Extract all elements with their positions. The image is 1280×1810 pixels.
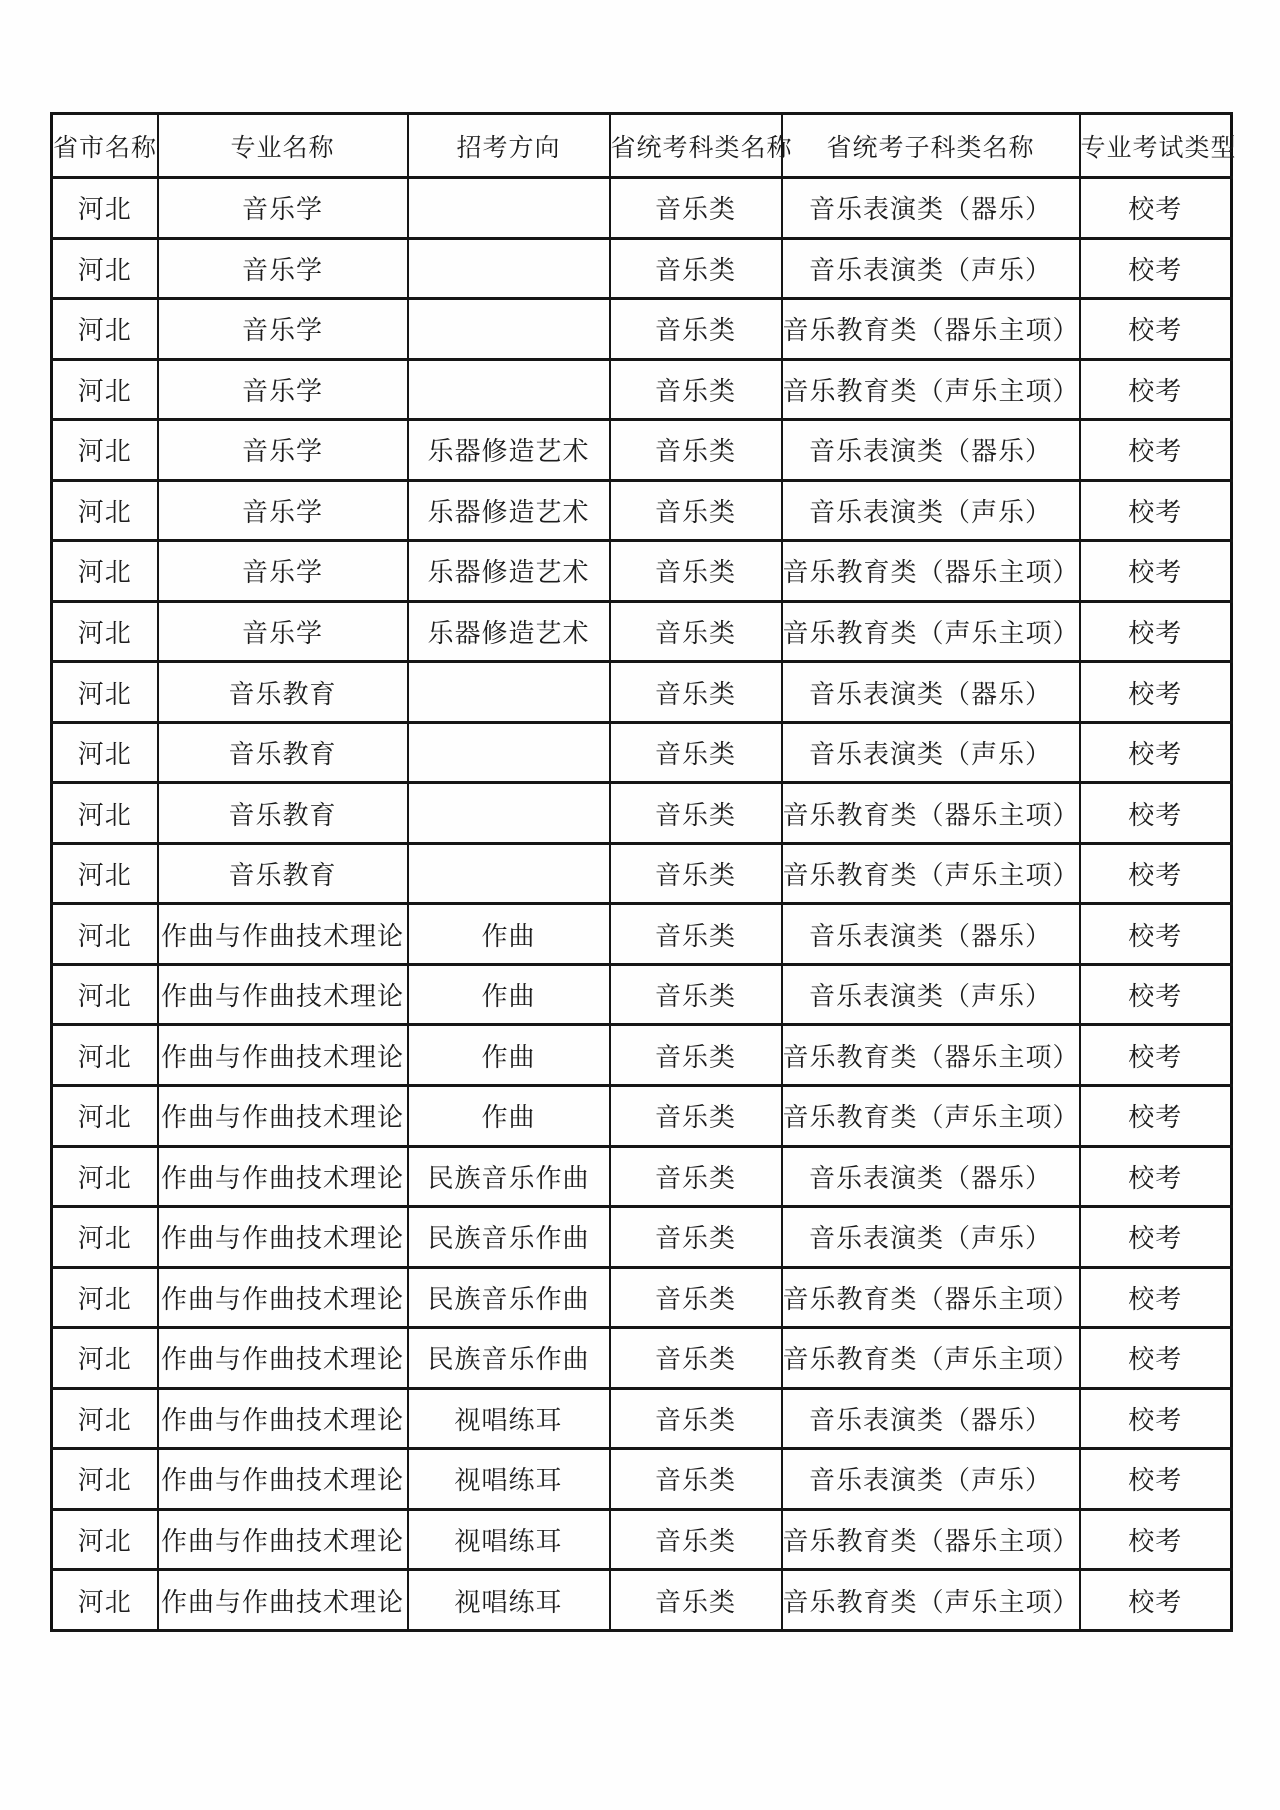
table-cell: 音乐类 — [610, 1449, 782, 1510]
table-cell: 河北 — [52, 359, 158, 420]
table-cell: 音乐教育类（器乐主项） — [782, 783, 1080, 844]
table-cell: 音乐教育类（器乐主项） — [782, 1267, 1080, 1328]
table-cell: 音乐学 — [158, 420, 408, 481]
table-cell: 音乐类 — [610, 843, 782, 904]
table-cell: 校考 — [1080, 1267, 1232, 1328]
table-cell: 音乐类 — [610, 299, 782, 360]
table-cell: 音乐学 — [158, 178, 408, 239]
table-cell: 河北 — [52, 1085, 158, 1146]
table-cell: 音乐类 — [610, 904, 782, 965]
table-cell: 作曲 — [408, 1025, 610, 1086]
table-cell: 作曲与作曲技术理论 — [158, 1207, 408, 1268]
table-cell: 校考 — [1080, 843, 1232, 904]
table-cell: 作曲 — [408, 1085, 610, 1146]
table-cell — [408, 722, 610, 783]
table-cell — [408, 238, 610, 299]
table-cell: 乐器修造艺术 — [408, 420, 610, 481]
table-cell: 河北 — [52, 904, 158, 965]
table-cell: 音乐表演类（声乐） — [782, 722, 1080, 783]
table-cell: 作曲与作曲技术理论 — [158, 964, 408, 1025]
table-row — [52, 1388, 1232, 1449]
table-cell: 音乐表演类（器乐） — [782, 1388, 1080, 1449]
table-cell: 校考 — [1080, 904, 1232, 965]
table-cell: 河北 — [52, 299, 158, 360]
table-body — [52, 178, 1232, 1631]
table-cell: 作曲与作曲技术理论 — [158, 1085, 408, 1146]
table-row — [52, 299, 1232, 360]
table-cell: 作曲与作曲技术理论 — [158, 904, 408, 965]
table-cell: 音乐教育类（器乐主项） — [782, 299, 1080, 360]
table-cell — [408, 178, 610, 239]
table-row — [52, 904, 1232, 965]
table-cell: 音乐教育类（声乐主项） — [782, 1328, 1080, 1389]
table-cell: 校考 — [1080, 1509, 1232, 1570]
table-cell: 校考 — [1080, 1388, 1232, 1449]
table-cell: 校考 — [1080, 722, 1232, 783]
table-cell: 音乐教育类（声乐主项） — [782, 1570, 1080, 1631]
table-cell: 河北 — [52, 420, 158, 481]
table-cell: 乐器修造艺术 — [408, 541, 610, 602]
table-cell: 音乐类 — [610, 722, 782, 783]
column-header-exam-category: 省统考科类名称 — [610, 114, 782, 178]
table-cell: 河北 — [52, 1570, 158, 1631]
table-cell: 河北 — [52, 178, 158, 239]
table-cell: 音乐教育类（声乐主项） — [782, 843, 1080, 904]
table-row — [52, 238, 1232, 299]
table-cell: 校考 — [1080, 1146, 1232, 1207]
table-cell: 音乐学 — [158, 299, 408, 360]
table-row — [52, 1085, 1232, 1146]
column-header-exam-type: 专业考试类型 — [1080, 114, 1232, 178]
table-cell: 河北 — [52, 238, 158, 299]
table-cell: 校考 — [1080, 1328, 1232, 1389]
table-cell: 音乐教育类（声乐主项） — [782, 359, 1080, 420]
table-cell: 河北 — [52, 541, 158, 602]
table-cell — [408, 299, 610, 360]
table-row — [52, 1267, 1232, 1328]
column-header-major: 专业名称 — [158, 114, 408, 178]
table-cell: 作曲与作曲技术理论 — [158, 1146, 408, 1207]
table-cell: 校考 — [1080, 1449, 1232, 1510]
table-cell: 音乐教育 — [158, 843, 408, 904]
table-cell: 河北 — [52, 964, 158, 1025]
table-cell: 音乐类 — [610, 601, 782, 662]
table-row — [52, 722, 1232, 783]
table-cell: 河北 — [52, 662, 158, 723]
table-cell: 音乐类 — [610, 1328, 782, 1389]
table-cell: 民族音乐作曲 — [408, 1267, 610, 1328]
table-cell — [408, 359, 610, 420]
table-cell: 音乐表演类（器乐） — [782, 662, 1080, 723]
table-cell: 音乐类 — [610, 420, 782, 481]
table-row — [52, 1449, 1232, 1510]
table-cell: 音乐类 — [610, 783, 782, 844]
table-cell: 音乐类 — [610, 1025, 782, 1086]
table-row — [52, 783, 1232, 844]
table-cell: 音乐类 — [610, 1509, 782, 1570]
table-cell: 音乐学 — [158, 601, 408, 662]
table-cell: 音乐学 — [158, 480, 408, 541]
table-cell: 音乐类 — [610, 1085, 782, 1146]
table-cell: 音乐教育类（声乐主项） — [782, 601, 1080, 662]
table-cell: 作曲与作曲技术理论 — [158, 1267, 408, 1328]
table-cell: 作曲与作曲技术理论 — [158, 1570, 408, 1631]
table-cell: 音乐教育类（器乐主项） — [782, 1509, 1080, 1570]
table-cell: 音乐教育类（声乐主项） — [782, 1085, 1080, 1146]
table-cell: 音乐类 — [610, 178, 782, 239]
table-cell: 校考 — [1080, 541, 1232, 602]
table-cell: 音乐表演类（声乐） — [782, 964, 1080, 1025]
table-cell: 校考 — [1080, 359, 1232, 420]
table-cell: 作曲与作曲技术理论 — [158, 1509, 408, 1570]
table-row — [52, 1509, 1232, 1570]
table-cell: 河北 — [52, 1449, 158, 1510]
table-cell: 乐器修造艺术 — [408, 601, 610, 662]
table-cell: 音乐表演类（声乐） — [782, 238, 1080, 299]
table-cell: 校考 — [1080, 420, 1232, 481]
table-cell — [408, 843, 610, 904]
table-cell: 民族音乐作曲 — [408, 1328, 610, 1389]
table-cell: 音乐类 — [610, 1570, 782, 1631]
table-cell: 音乐表演类（声乐） — [782, 1449, 1080, 1510]
table-cell: 民族音乐作曲 — [408, 1146, 610, 1207]
table-cell: 校考 — [1080, 299, 1232, 360]
table-cell: 音乐类 — [610, 238, 782, 299]
column-header-exam-subcategory: 省统考子科类名称 — [782, 114, 1080, 178]
table-cell: 视唱练耳 — [408, 1388, 610, 1449]
table-cell: 校考 — [1080, 238, 1232, 299]
column-header-province: 省市名称 — [52, 114, 158, 178]
table-cell: 音乐表演类（器乐） — [782, 1146, 1080, 1207]
table-row — [52, 359, 1232, 420]
table-cell: 作曲与作曲技术理论 — [158, 1328, 408, 1389]
table-cell: 作曲与作曲技术理论 — [158, 1025, 408, 1086]
table-cell: 河北 — [52, 1207, 158, 1268]
column-header-direction: 招考方向 — [408, 114, 610, 178]
table-row — [52, 480, 1232, 541]
table-cell: 河北 — [52, 843, 158, 904]
table-row — [52, 541, 1232, 602]
table-row — [52, 843, 1232, 904]
table-cell: 作曲与作曲技术理论 — [158, 1388, 408, 1449]
table-row — [52, 1207, 1232, 1268]
table-cell — [408, 662, 610, 723]
table-cell: 音乐表演类（器乐） — [782, 420, 1080, 481]
table-row — [52, 1570, 1232, 1631]
table-cell: 音乐表演类（声乐） — [782, 1207, 1080, 1268]
table-cell: 音乐教育类（器乐主项） — [782, 541, 1080, 602]
table-cell: 河北 — [52, 1267, 158, 1328]
table-row — [52, 1025, 1232, 1086]
table-cell: 校考 — [1080, 178, 1232, 239]
exam-categories-table — [50, 112, 1237, 1632]
table-cell: 音乐类 — [610, 541, 782, 602]
table-cell: 校考 — [1080, 1025, 1232, 1086]
table-cell: 音乐类 — [610, 1388, 782, 1449]
table-cell: 河北 — [52, 722, 158, 783]
table-cell: 视唱练耳 — [408, 1570, 610, 1631]
table-cell: 河北 — [52, 1388, 158, 1449]
table-cell: 音乐类 — [610, 1207, 782, 1268]
table-cell: 音乐表演类（声乐） — [782, 480, 1080, 541]
table-row — [52, 420, 1232, 481]
table-row — [52, 964, 1232, 1025]
table-cell: 作曲 — [408, 964, 610, 1025]
table-cell: 校考 — [1080, 783, 1232, 844]
table-cell: 音乐类 — [610, 480, 782, 541]
table-cell: 作曲 — [408, 904, 610, 965]
table-cell: 音乐教育类（器乐主项） — [782, 1025, 1080, 1086]
table-cell: 河北 — [52, 1025, 158, 1086]
table-cell: 校考 — [1080, 1570, 1232, 1631]
table-cell: 音乐学 — [158, 238, 408, 299]
table-cell: 音乐类 — [610, 359, 782, 420]
table-cell: 校考 — [1080, 1085, 1232, 1146]
table-cell: 音乐类 — [610, 662, 782, 723]
table-cell: 音乐类 — [610, 964, 782, 1025]
table-cell: 校考 — [1080, 1207, 1232, 1268]
table-cell: 作曲与作曲技术理论 — [158, 1449, 408, 1510]
table-row — [52, 1146, 1232, 1207]
table-cell: 音乐教育 — [158, 662, 408, 723]
table-cell — [408, 783, 610, 844]
table-cell: 音乐表演类（器乐） — [782, 178, 1080, 239]
table-cell: 音乐类 — [610, 1146, 782, 1207]
table-row — [52, 1328, 1232, 1389]
table-cell: 河北 — [52, 1328, 158, 1389]
table-cell: 音乐学 — [158, 359, 408, 420]
table-cell: 音乐教育 — [158, 783, 408, 844]
table-cell: 视唱练耳 — [408, 1509, 610, 1570]
table-row — [52, 662, 1232, 723]
table-cell: 河北 — [52, 480, 158, 541]
header-row — [52, 114, 1232, 178]
table-cell: 校考 — [1080, 662, 1232, 723]
table-cell: 音乐学 — [158, 541, 408, 602]
table-cell: 音乐教育 — [158, 722, 408, 783]
table-cell: 民族音乐作曲 — [408, 1207, 610, 1268]
table-cell: 河北 — [52, 1146, 158, 1207]
table-cell: 校考 — [1080, 964, 1232, 1025]
table-row — [52, 178, 1232, 239]
table-cell: 校考 — [1080, 601, 1232, 662]
table-cell: 乐器修造艺术 — [408, 480, 610, 541]
table-cell: 视唱练耳 — [408, 1449, 610, 1510]
table-cell: 音乐表演类（器乐） — [782, 904, 1080, 965]
table-cell: 校考 — [1080, 480, 1232, 541]
table-row — [52, 601, 1232, 662]
table-cell: 河北 — [52, 1509, 158, 1570]
table-cell: 音乐类 — [610, 1267, 782, 1328]
table-cell: 河北 — [52, 601, 158, 662]
table-cell: 河北 — [52, 783, 158, 844]
